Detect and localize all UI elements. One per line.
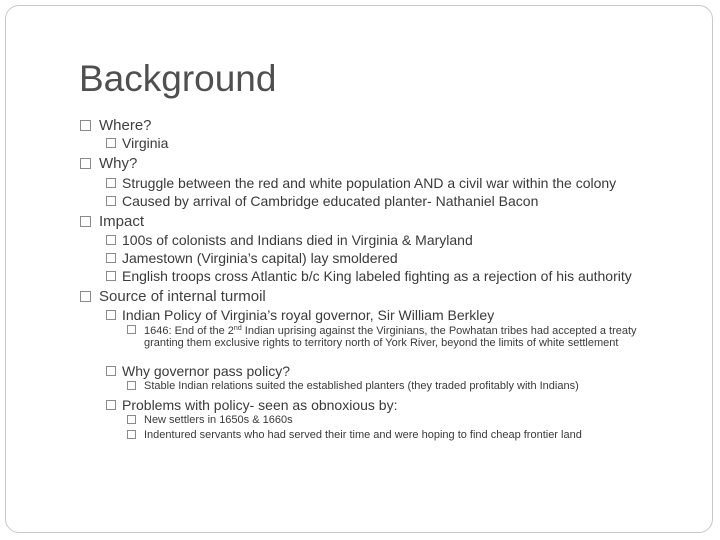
bullet-problems-servants [127,430,582,441]
bullet-box-icon [106,253,116,263]
bullet-box-icon [80,216,91,227]
bullet-text: Why? [99,155,138,172]
bullet-policy-1646 [127,325,659,349]
bullet-where [80,118,152,133]
bullet-box-icon [106,235,116,245]
bullet-text: Problems with policy- seen as obnoxious by: [122,397,398,413]
bullet-why [80,156,137,171]
bullet-text: Impact [99,213,145,230]
bullet-where-virginia [106,136,168,150]
bullet-text: Virginia [122,135,169,151]
bullet-box-icon [80,158,91,169]
bullet-source [80,289,266,304]
bullet-why-struggle [106,176,616,190]
bullet-impact-died [106,233,473,247]
bullet-box-icon [127,381,136,390]
bullet-text: Indian Policy of Virginia’s royal governor, Sir William Berkley [122,307,495,323]
bullet-text: English troops cross Atlantic b/c King labeled fighting as a rejection of his authority [122,268,632,284]
bullet-box-icon [106,138,116,148]
bullet-text: Stable Indian relations suited the established planters (they traded profitably with Indians) [144,380,579,392]
bullet-box-icon [106,196,116,206]
bullet-text-1646: 1646: End of the 2nd Indian uprising against the Virginians, the Powhatan tribes had accepted a treaty granting them exclusive rights to territory north of York River, beyond the limits of white settlement [144,325,637,349]
bullet-governor-stable [127,381,579,392]
bullet-box-icon [106,366,116,376]
bullet-box-icon [80,120,91,131]
bullet-box-icon [80,291,91,302]
bullet-text: Why governor pass policy? [122,363,291,379]
slide-title: Background [79,58,277,99]
bullet-text: New settlers in 1650s & 1660s [144,414,293,426]
bullet-text: Indentured servants who had served their time and were hoping to find cheap frontier land [144,429,582,441]
bullet-impact-troops [106,269,632,283]
bullet-box-icon [127,415,136,424]
bullet-source-policy [106,308,494,322]
bullet-text: Struggle between the red and white population AND a civil war within the colony [122,175,617,191]
bullet-why-governor [106,364,290,378]
bullet-impact [80,214,144,229]
bullet-text: Source of internal turmoil [99,288,266,305]
bullet-problems-settlers [127,415,293,426]
bullet-box-icon [106,310,116,320]
bullet-text: Caused by arrival of Cambridge educated planter- Nathaniel Bacon [122,193,539,209]
bullet-box-icon [106,178,116,188]
bullet-text: Where? [99,117,152,134]
bullet-problems [106,398,397,412]
bullet-impact-jamestown [106,251,398,265]
bullet-box-icon [127,325,136,334]
bullet-text: 100s of colonists and Indians died in Virginia & Maryland [122,232,473,248]
bullet-box-icon [106,400,116,410]
bullet-text: Jamestown (Virginia’s capital) lay smoldered [122,250,398,266]
bullet-box-icon [106,271,116,281]
bullet-why-caused [106,194,538,208]
bullet-box-icon [127,430,136,439]
